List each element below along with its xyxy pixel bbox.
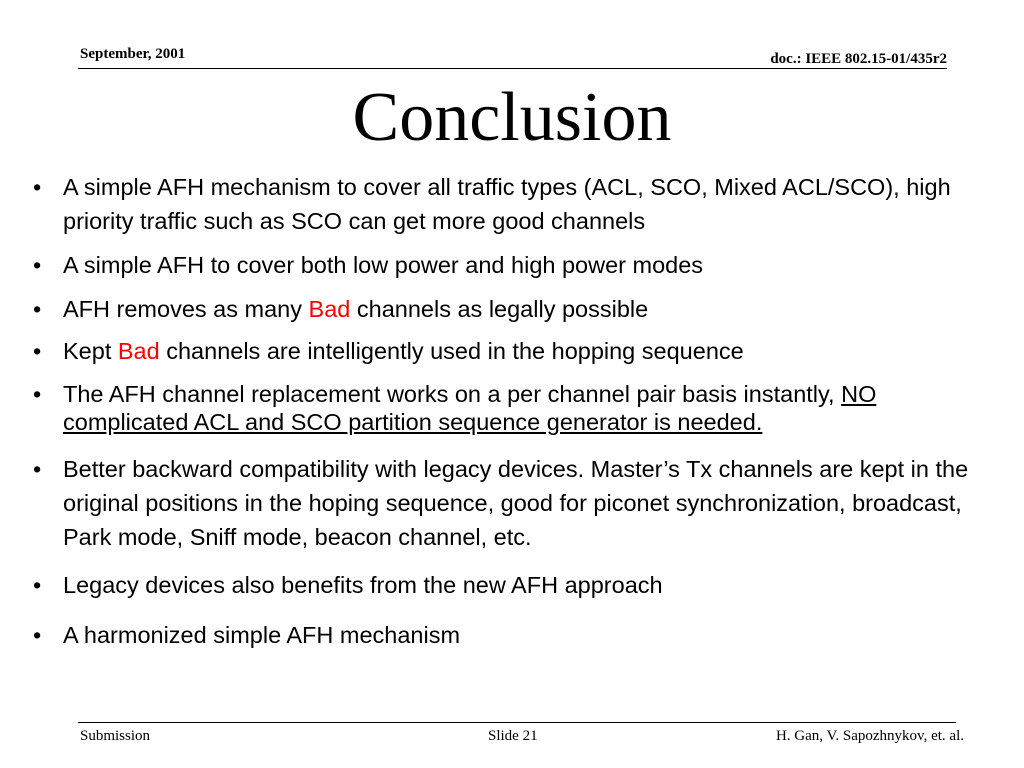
bullet-text: Legacy devices also benefits from the new AFH approach xyxy=(63,572,663,598)
bullet-text-pre: The AFH channel replacement works on a per channel pair basis instantly, xyxy=(63,381,842,407)
bad-highlight: Bad xyxy=(308,296,351,322)
bullet-text-pre: AFH removes as many xyxy=(63,296,309,322)
bullet-dot-icon: • xyxy=(33,456,42,482)
bullet-dot-icon: • xyxy=(33,252,42,278)
bullet-dot-icon: • xyxy=(33,338,42,364)
header-date: September, 2001 xyxy=(80,46,186,62)
bullet-text-post: channels are intelligently used in the hopping sequence xyxy=(159,338,744,364)
bullet-item xyxy=(33,334,993,368)
bullet-dot-icon: • xyxy=(33,622,42,648)
bullet-text: A simple AFH mechanism to cover all traffic types (ACL, SCO, Mixed ACL/SCO), high priority traffic such as SCO can get more good channels xyxy=(63,174,951,234)
slide-title: Conclusion xyxy=(352,79,672,156)
underlined-text: NO complicated ACL and SCO partition sequence generator is needed. xyxy=(63,381,877,435)
header-doc-id: doc.: IEEE 802.15-01/435r2 xyxy=(770,51,947,67)
bullet-dot-icon: • xyxy=(33,174,42,200)
bullet-item xyxy=(33,452,993,554)
header-divider xyxy=(78,68,947,69)
bullet-item xyxy=(33,170,993,238)
bad-highlight: Bad xyxy=(117,338,160,364)
bullet-list xyxy=(33,170,993,652)
bullet-text-post: channels as legally possible xyxy=(350,296,649,322)
bullet-text: A simple AFH to cover both low power and high power modes xyxy=(63,252,704,278)
bullet-item xyxy=(33,618,993,652)
bullet-text-pre: Kept xyxy=(63,338,118,364)
footer-submission: Submission xyxy=(80,728,151,744)
footer-authors: H. Gan, V. Sapozhnykov, et. al. xyxy=(775,728,964,744)
bullet-item xyxy=(33,376,993,436)
bullet-text: A harmonized simple AFH mechanism xyxy=(63,622,461,648)
footer-divider xyxy=(78,722,956,723)
bullet-item xyxy=(33,248,993,282)
bullet-text: Better backward compatibility with legacy devices. Master’s Tx channels are kept in the original positions in the hoping sequence, good for piconet synchronization, broadcast, Park mode, Sniff mode, beacon channel, etc. xyxy=(63,456,969,550)
footer-slide-number: Slide 21 xyxy=(488,728,538,744)
bullet-dot-icon: • xyxy=(33,296,42,322)
bullet-item xyxy=(33,292,993,326)
bullet-item xyxy=(33,568,993,602)
bullet-dot-icon: • xyxy=(33,381,42,407)
bullet-dot-icon: • xyxy=(33,572,42,598)
